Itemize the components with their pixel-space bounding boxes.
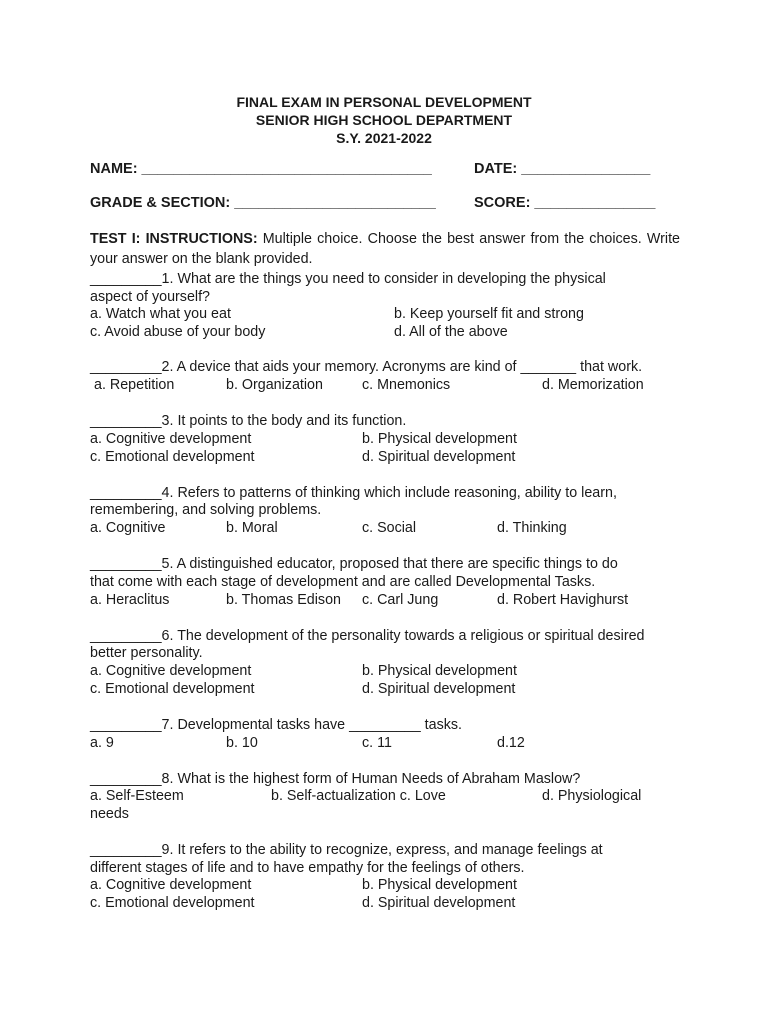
question-stem: aspect of yourself? [90,289,211,305]
answer-option: d. Spiritual development [362,449,516,465]
answer-option: a. Cognitive development [90,431,252,447]
answer-option: b. Moral [226,520,278,536]
school-year: S.Y. 2021-2022 [336,130,432,146]
answer-option: c. Avoid abuse of your body [90,324,266,340]
question-stem: better personality. [90,645,203,661]
answer-option: d. Physiological [542,788,642,804]
question-stem: _________9. It refers to the ability to recognize, express, and manage feelings at [90,842,603,858]
question-stem: _________1. What are the things you need to consider in developing the physical [90,271,606,287]
instructions-text: Multiple choice. Choose the best answer from the choices. Write your answer on the blank provided. [90,231,681,267]
grade-section-field: GRADE & SECTION: _________________________ [90,195,436,211]
question-stem: _________5. A distinguished educator, proposed that there are specific things to do [90,556,618,572]
answer-option: a. Cognitive development [90,877,252,893]
answer-option: needs [90,806,129,822]
answer-option: a. Heraclitus [90,592,170,608]
answer-option: d. Memorization [542,377,644,393]
answer-option: a. 9 [90,735,114,751]
answer-option: c. Emotional development [90,895,255,911]
answer-option: b. 10 [226,735,258,751]
score-field: SCORE: _______________ [474,195,656,211]
answer-option: c. 11 [362,735,392,751]
answer-option: d. All of the above [394,324,508,340]
answer-option: a. Cognitive [90,520,166,536]
question-stem: _________3. It points to the body and its function. [90,413,407,429]
answer-option: a. Repetition [94,377,175,393]
question-stem: _________2. A device that aids your memory. Acronyms are kind of _______ that work. [90,359,643,375]
answer-option: a. Watch what you eat [90,306,231,322]
answer-option: c. Emotional development [90,449,255,465]
answer-option: b. Physical development [362,431,517,447]
question-stem: remembering, and solving problems. [90,502,322,518]
question-stem: _________7. Developmental tasks have _________ tasks. [90,717,462,733]
answer-option: a. Cognitive development [90,663,252,679]
question-stem: that come with each stage of development and are called Developmental Tasks. [90,574,596,590]
answer-option: d. Thinking [497,520,567,536]
answer-option: b. Thomas Edison [226,592,341,608]
question-stem: different stages of life and to have empathy for the feelings of others. [90,860,525,876]
exam-title: FINAL EXAM IN PERSONAL DEVELOPMENT [236,94,532,110]
instructions-label: TEST I: INSTRUCTIONS: [90,231,258,247]
question-stem: _________6. The development of the personality towards a religious or spiritual desired [90,628,645,644]
answer-option: b. Physical development [362,877,517,893]
answer-option: d. Spiritual development [362,895,516,911]
question-stem: _________4. Refers to patterns of thinking which include reasoning, ability to learn, [90,485,617,501]
test-instructions [90,229,680,269]
answer-option: d.12 [497,735,525,751]
answer-option: b. Keep yourself fit and strong [394,306,584,322]
answer-option: b. Self-actualization c. Love [271,788,446,804]
date-field: DATE: ________________ [474,161,651,177]
department-title: SENIOR HIGH SCHOOL DEPARTMENT [255,112,513,128]
answer-option: d. Spiritual development [362,681,516,697]
answer-option: a. Self-Esteem [90,788,184,804]
question-stem: _________8. What is the highest form of Human Needs of Abraham Maslow? [90,771,581,787]
answer-option: c. Carl Jung [362,592,439,608]
answer-option: b. Organization [226,377,323,393]
answer-option: b. Physical development [362,663,517,679]
name-field: NAME: ____________________________________ [90,161,432,177]
answer-option: c. Emotional development [90,681,255,697]
answer-option: d. Robert Havighurst [497,592,629,608]
answer-option: c. Mnemonics [362,377,451,393]
answer-option: c. Social [362,520,417,536]
